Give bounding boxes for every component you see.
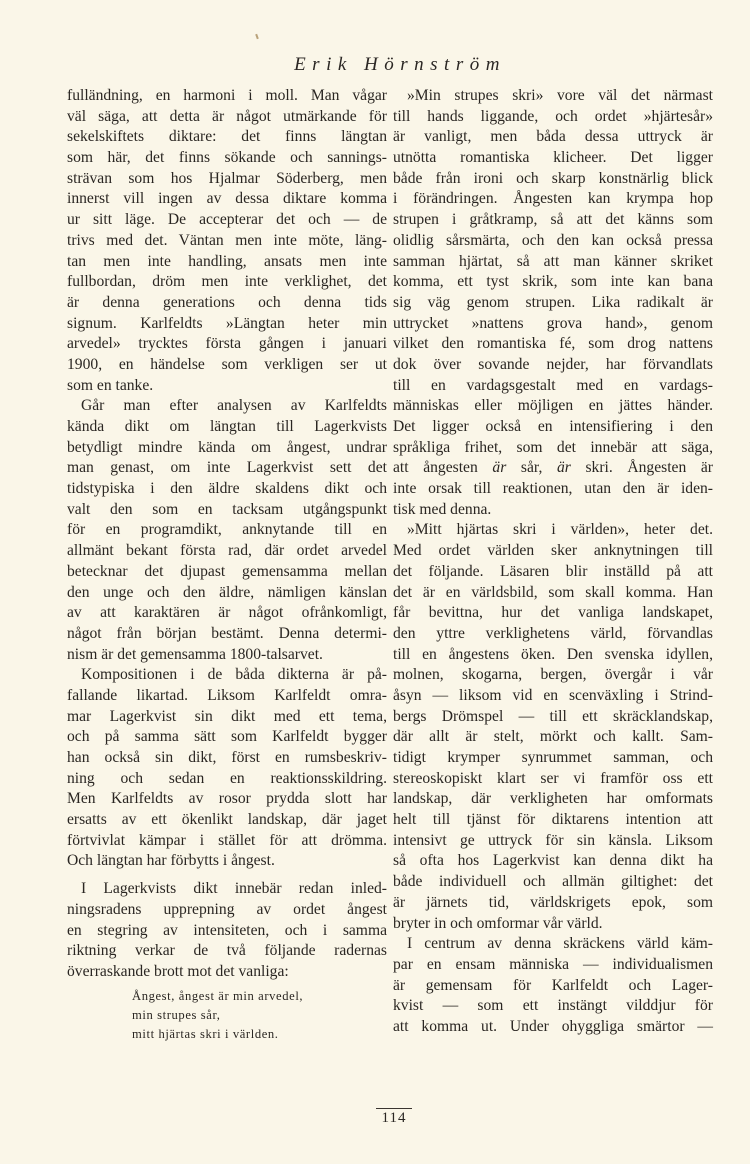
text-line: inte orsak till reaktionen, utan den är iden- <box>393 480 713 498</box>
text-line: fallande likartad. Liksom Karlfeldt omra- <box>67 686 387 704</box>
text-line: dok över sovande nejder, har förvandlats <box>393 355 713 373</box>
text-line: riktning verkar de två följande radernas <box>67 942 387 960</box>
text-line: samman hjärtat, så att man känner skriket <box>393 252 713 270</box>
scan-speck <box>255 34 259 39</box>
text-line: så ofta hos Lagerkvist kan denna dikt ha <box>393 852 713 870</box>
text-line: molnen, skogarna, bergen, övergår i vår <box>393 666 713 684</box>
poem-quote <box>67 987 387 1044</box>
left-column <box>67 86 387 1044</box>
text-line: för en programdikt, anknytande till en <box>67 521 387 539</box>
text-line: I centrum av denna skräckens värld käm- <box>407 935 713 953</box>
text-line: människas eller möjligen en jättes händer. <box>393 397 713 415</box>
paragraph <box>67 665 387 872</box>
text-line: att komma ut. Under ohyggliga smärtor — <box>393 1017 713 1035</box>
text-line: något från början bestämt. Denna determi- <box>67 624 387 642</box>
paragraph <box>393 934 713 1037</box>
text-line: ersatts av ett ökenlikt landskap, där jaget <box>67 811 387 829</box>
paragraph <box>393 86 713 520</box>
text-line: får bevittna, hur det vanliga landskapet, <box>393 604 713 622</box>
text-line: Går man efter analysen av Karlfeldts <box>81 397 387 415</box>
text-line: landskap, där verkligheten har omformats <box>393 790 713 808</box>
text-line: Det ligger också en intensifiering i den <box>393 418 713 435</box>
right-column-text <box>393 86 713 1038</box>
left-column-text <box>67 86 387 983</box>
text-line: stereoskopiskt klart ser vi framför oss ett <box>393 769 713 787</box>
text-line: Och längtan har förbytts i ångest. <box>67 852 275 870</box>
text-line: mar Lagerkvist sin dikt med ett tema, <box>67 707 387 725</box>
paragraph <box>67 879 387 982</box>
text-line: arvedel» trycktes första gången i januari <box>67 335 387 353</box>
text-line: betydligt mindre kända om ångest, undrar <box>67 438 387 456</box>
text-line: bergs Drömspel — till ett skräcklandskap, <box>393 707 713 725</box>
poem-line: min strupes sår, <box>132 1007 221 1022</box>
text-line: trivs med det. Väntan men inte möte, läng- <box>67 231 387 249</box>
paragraph <box>67 86 387 396</box>
text-line: uttrycket »nattens grova hand», genom <box>393 314 713 332</box>
text-line: den yttre verklighetens värld, förvandlas <box>393 624 713 642</box>
text-line: intensivt ge uttryck för sin känsla. Liksom <box>393 831 713 849</box>
text-line: det följande. Läsaren blir inställd på att <box>393 562 713 580</box>
text-line: det är en världsbild, som skall komma. Han <box>393 583 713 601</box>
text-line: signum. Karlfeldts »Längtan heter min <box>67 314 387 332</box>
text-line: man genast, om inte Lagerkvist sett det <box>67 459 387 477</box>
text-line: språkliga frihet, som det innebär att säga, <box>393 438 713 456</box>
paragraph <box>393 520 713 934</box>
text-line: 1900, en händelse som verkligen ser ut <box>67 355 387 373</box>
text-line: »Min strupes skri» vore väl det närmast <box>407 87 713 104</box>
text-line: Kompositionen i de båda dikterna är på- <box>81 666 387 684</box>
text-line: sig väg genom strupen. Lika radikalt är <box>393 293 713 311</box>
text-line: förtvivlat kämpar i stället för att drömma. <box>67 831 387 849</box>
text-line: strävan som hos Hjalmar Söderberg, men <box>67 169 387 187</box>
text-line: komma, ett tyst skrik, som inte kan bana <box>393 273 713 291</box>
text-line: den unge och den äldre, nämligen känslan <box>67 583 387 601</box>
text-line: betecknar det djupast gemensamma mellan <box>67 562 387 580</box>
text-line: kvist — som ett instängt vilddjur för <box>393 997 713 1015</box>
text-line: olidlig sårsmärta, och den kan också pressa <box>393 231 713 249</box>
text-line: Med ordet världen sker anknytningen till <box>393 542 713 560</box>
text-line: par en ensam människa — individualismen <box>393 955 713 973</box>
text-line: fulländning, en harmoni i moll. Man vågar <box>67 87 387 104</box>
poem-line: Ångest, ångest är min arvedel, <box>132 988 304 1003</box>
page-number: 114 <box>376 1108 412 1127</box>
text-line: nism är det gemensamma 1800-talsarvet. <box>67 645 323 663</box>
text-line: innerst vill ingen av dessa diktare komma <box>67 190 387 208</box>
text-line: både individuell och allmän giltighet: det <box>393 873 713 891</box>
text-line: ningsradens upprepning av ordet ångest <box>67 900 387 918</box>
text-line: till en vardagsgestalt med en vardags- <box>393 376 713 394</box>
text-line: fullbordan, dröm men inte verklighet, det <box>67 273 387 291</box>
right-column <box>393 86 713 1038</box>
text-line: i förändringen. Ångesten kan krympa hop <box>393 190 713 208</box>
text-line: är gemensam för Karlfeldt och Lager- <box>393 976 713 994</box>
text-line: Men Karlfeldts av rosor prydda slott har <box>67 790 387 808</box>
text-line: I Lagerkvists dikt innebär redan inled- <box>81 880 387 898</box>
paragraph <box>67 396 387 665</box>
text-line: vilket den romantiska fé, som drog nattens <box>393 335 713 353</box>
text-line: bryter in och omformar vår värld. <box>393 914 603 932</box>
text-line: väl säga, att detta är något utmärkande för <box>67 107 387 125</box>
text-line: allmänt bekant första rad, där ordet arvedel <box>67 542 387 560</box>
text-line: till hands liggande, och ordet »hjärtesår» <box>393 107 713 125</box>
text-line: är vanligt, men båda dessa uttryck är <box>393 128 713 146</box>
text-line: både från ironi och skarp konstnärlig blick <box>393 169 713 187</box>
text-line: som här, det finns sökande och sannings- <box>67 149 387 167</box>
text-line: strupen i gråtkramp, så att det känns som <box>393 211 713 229</box>
text-line: utnötta romantiska klicheer. Det ligger <box>393 149 713 167</box>
text-line: helt till tjänst för diktarens intention att <box>393 811 713 829</box>
text-line: han också sin dikt, först en rumsbeskriv- <box>67 749 387 766</box>
text-line: av att karaktären är något ofrånkomligt, <box>67 604 387 622</box>
text-line: valt den som en tacksam utgångspunkt <box>67 500 387 518</box>
text-line: en stegring av intensiteten, och i samma <box>67 921 387 939</box>
poem-line: mitt hjärtas skri i världen. <box>132 1026 279 1041</box>
text-line: tidigt krymper synrummet samman, och <box>393 749 713 766</box>
running-header-author: Erik Hörnström <box>294 54 506 75</box>
text-line: ning och sedan en reaktionsskildring. <box>67 769 387 787</box>
text-line: att ångesten är sår, är skri. Ångesten är <box>393 459 713 477</box>
text-line: till en ångestens öken. Den svenska idyllen, <box>393 645 713 663</box>
text-line: är denna generations och denna tids <box>67 293 387 311</box>
text-line: överraskande brott mot det vanliga: <box>67 962 289 980</box>
text-line: tidstypiska i den äldre skaldens dikt och <box>67 480 387 498</box>
text-line: ur sitt läge. De accepterar det och — de <box>67 211 387 229</box>
text-line: och på samma sätt som Karlfeldt bygger <box>67 728 387 746</box>
text-line: åsyn — liksom vid en scenväxling i Strind- <box>393 686 713 704</box>
text-line: tan men inte handling, ansats men inte <box>67 252 387 270</box>
text-line: »Mitt hjärtas skri i världen», heter det. <box>407 521 713 539</box>
text-line: är järnets tid, världskrigets epok, som <box>393 893 713 911</box>
text-line: där allt är stelt, mörkt och kallt. Sam- <box>393 728 713 746</box>
text-line: tisk med denna. <box>393 500 492 518</box>
text-line: kända dikt om längtan till Lagerkvists <box>67 418 387 435</box>
text-line: som en tanke. <box>67 376 154 394</box>
text-line: sekelskiftets diktare: det finns längtan <box>67 128 387 146</box>
